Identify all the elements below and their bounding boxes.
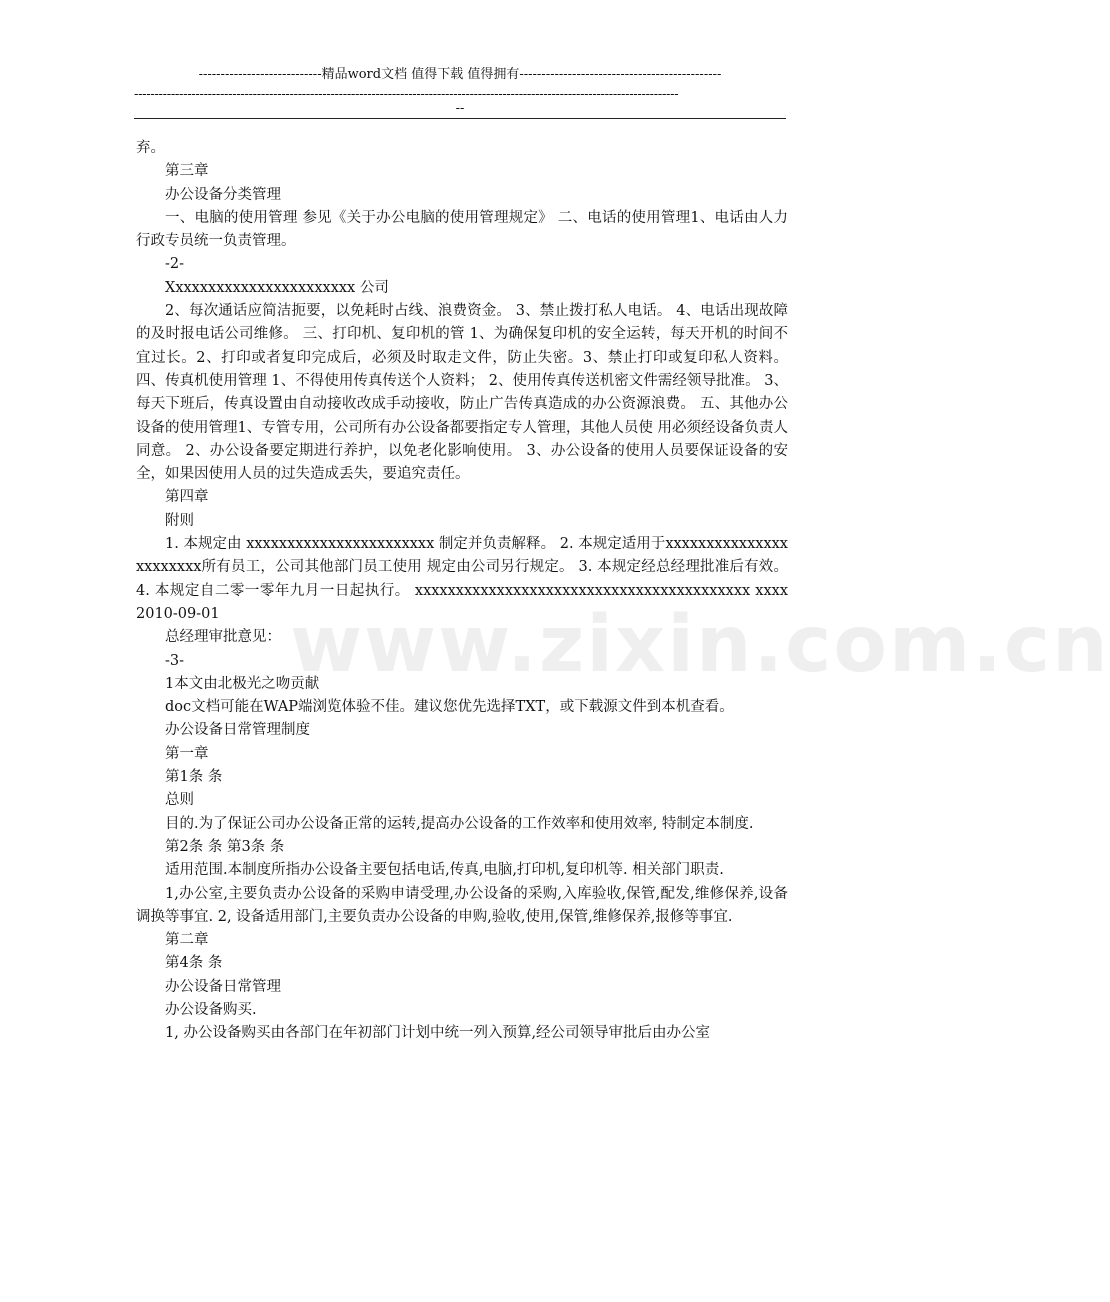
section-heading: 总则 <box>165 792 194 809</box>
approval-line: 总经理审批意见： <box>165 629 281 646</box>
header-rule <box>134 118 786 119</box>
document-body <box>136 137 788 1046</box>
company-name: Xxxxxxxxxxxxxxxxxxxxxxx 公司 <box>165 279 389 296</box>
paragraph: 1,办公室,主要负责办公设备的采购申请受理,办公设备的采购,入库验收,保管,配发,维修保养,设备调换等事宜. 2, 设备适用部门,主要负责办公设备的申购,验收,使用,保管,维修保养,报修等事宜. <box>136 885 788 925</box>
page-number: -3- <box>165 652 185 669</box>
page-number: -2- <box>165 256 185 273</box>
paragraph: 1, 办公设备购买由各部门在年初部门计划中统一列入预算,经公司领导审批后由办公室 <box>165 1025 711 1042</box>
article-heading: 第1条 条 <box>165 769 223 786</box>
paragraph: 2、每次通话应简洁扼要，以免耗时占线、浪费资金。 3、禁止拨打私人电话。 4、电话出现故障的及时报电话公司维修。 三、打印机、复印机的管 1、为确保复印机的安全运转，每天开机的时间不宜过长。2、打印或者复印完成后，必须及时取走文件，防止失密。3、禁止打印或复印私人资料。 四、传真机使用管理 1、不得使用传真传送个人资料； 2、使用传真传送机密文件需经领导批准。 3、每天下班后，传真设置由自动接收改成手动接收，防止广告传真造成的办公资源浪费。 五、其他办公设备的使用管理1、专管专用，公司所有办公设备都要指定专人管理，其他人员使 用必须经设备负责人同意。 2、办公设备要定期进行养护，以免老化影响使用。 3、办公设备的使用人员要保证设备的安全，如果因使用人员的过失造成丢失，要追究责任。 <box>136 303 788 483</box>
section-heading: 办公设备分类管理 <box>165 186 281 203</box>
document-title: 办公设备日常管理制度 <box>165 722 310 739</box>
chapter-heading: 第三章 <box>165 163 209 180</box>
watermark: www.zixin.com.cn <box>290 600 1110 690</box>
section-heading: 附则 <box>165 512 194 529</box>
paragraph: 一、电脑的使用管理 参见《关于办公电脑的使用管理规定》 二、电话的使用管理1、电话由人力行政专员统一负责管理。 <box>136 209 788 250</box>
header-top-line: ----------------------------精品word文档 值得下载 值得拥有---------------------------------------------- <box>198 67 722 82</box>
contributor-line: 1本文由北极光之吻贡献 <box>165 675 320 692</box>
notice-line: doc文档可能在WAP端浏览体验不佳。建议您优先选择TXT，或下载源文件到本机查看。 <box>165 699 734 716</box>
paragraph: 弃。 <box>136 140 165 156</box>
chapter-heading: 第二章 <box>165 932 209 949</box>
header-dash-line: ------------------------------------------------------------------------------------------------------------------------------------- <box>134 87 679 102</box>
article-heading: 第4条 条 <box>165 955 223 972</box>
chapter-heading: 第一章 <box>165 745 209 762</box>
paragraph: 1. 本规定由 xxxxxxxxxxxxxxxxxxxxxxx 制定并负责解释。 2. 本规定适用于xxxxxxxxxxxxxxxxxxxxxxx所有员工，公司其他部门员工使用 规定由公司另行规定。 3. 本规定经总经理批准后有效。 4. 本规定自二零一零年九月一日起执行。 xxxxxxxxxxxxxxxxxxxxxxxxxxxxxxxxxxxxxxxxx xxxx 2010-09-01 <box>136 536 788 622</box>
section-heading: 办公设备购买. <box>165 1001 257 1018</box>
section-heading: 办公设备日常管理 <box>165 978 281 995</box>
header-dash-tail: -- <box>455 101 465 116</box>
paragraph: 适用范围.本制度所指办公设备主要包括电话,传真,电脑,打印机,复印机等. 相关部门职责. <box>165 862 724 879</box>
article-heading: 第2条 条 第3条 条 <box>165 838 285 855</box>
chapter-heading: 第四章 <box>165 489 209 506</box>
paragraph: 目的.为了保证公司办公设备正常的运转,提高办公设备的工作效率和使用效率, 特制定本制度. <box>165 815 754 832</box>
